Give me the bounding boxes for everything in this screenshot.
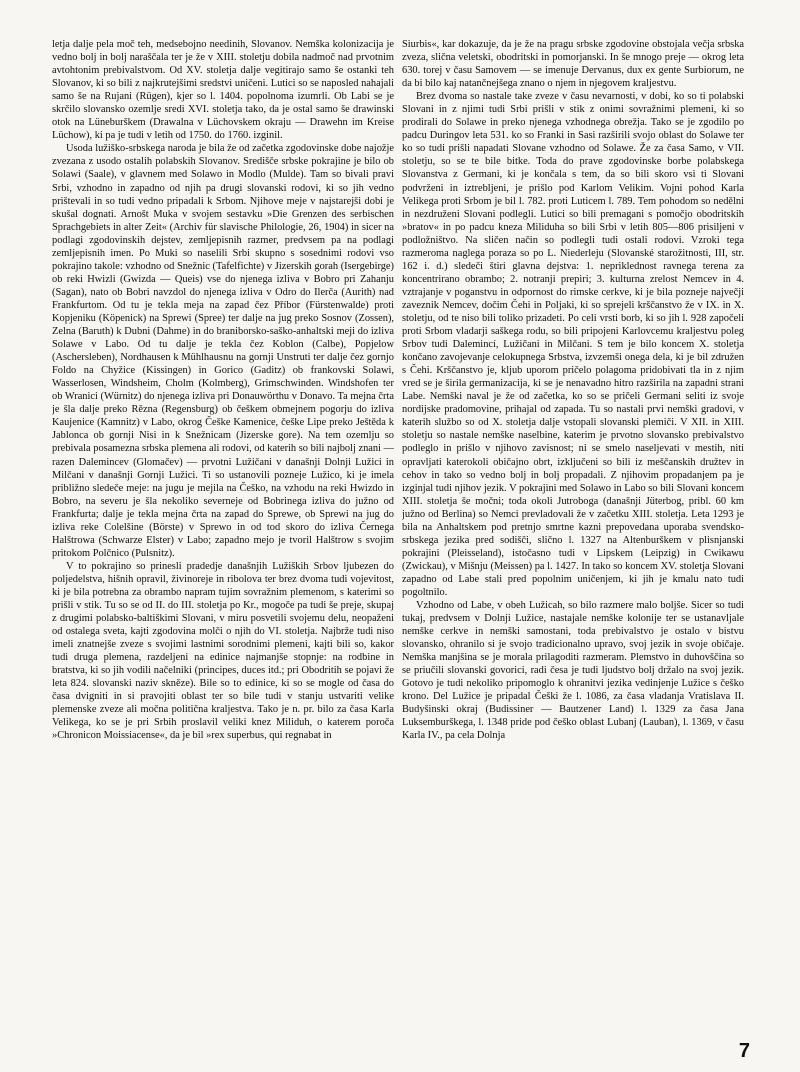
paragraph: V to pokrajino so prinesli pradedje današnjih Lužiških Srbov ljubezen do poljedelstva, hišnih opravil, živinoreje in ribolova ter brez dvoma tudi vojevitost, ki je bila potrebna za obrambo napram tujim sovražnim plemenom, s katerimi so prišli v stik. Tu so se od II. do III. stoletja po Kr., mogoče pa tudi še preje, skupaj z drugimi polabsko-baltiškimi Slovani, v miru posvetili svojemu delu, neopaženi od ostalega sveta, kajti zgodovina molči o njih do VI. stoletja. Najbrže tudi niso imeli znatnejše zveze s svojimi lastnimi sorodnimi plemeni, kajti bili so, kakor tudi druga plemena, razdeljeni na edinice najmanjše stopnje: na rodbine in bratstva, ki so jih vodili načelniki (principes, duces itd.; pri Obodritih se pojavi že leta 824. slovanski naziv skněze). Bile so to edinice, ki so se mogle od časa do časa dvigniti in si pravojiti oblast ter so bile tudi v stanju ustvariti velike plemenske zveze ali močna politična kraljestva. Tako je n. pr. bilo za časa Karla Velikega, ko se je pri Srbih proslavil veliki knez Miliduh, o katerem poroča »Chronicon Moissiacense«, da je bil »rex superbus, qui regnabat in — [52, 560, 394, 742]
paragraph: letja dalje pela moč teh, medsebojno needinih, Slovanov. Nemška kolonizacija je vedno bolj in bolj naraščala ter je že v XIII. stoletju dobila nadmoč nad prvotnim avtohtonim prebivalstvom. Od XV. stoletja dalje vegitirajo samo še ostanki teh Slovanov, ki so bili z najkrutejšimi sredstvi uničeni. Lutici so se naposled nahajali samo še na Rujani (Rügen), kjer so l. 1404. popolnoma izumrli. Ob Labi se je skrčilo slovansko ozemlje sredi XVI. stoletja tako, da je ostal samo še drawinski otok na Lüneburškem (Drawalna v Lüchovskem okraju — Drawehn im Kreise Lüchow), ki pa je tudi v letih od 1750. do 1760. izginil. — [52, 39, 394, 142]
right-text-column — [402, 38, 744, 1048]
left-text-column — [52, 38, 394, 1048]
paragraph: Siurbis«, kar dokazuje, da je že na pragu srbske zgodovine obstojala večja srbska zveza, slična veletski, obodritski in pomorjanski. In še mnogo preje — okrog leta 630. torej v času Samovem — se imenuje Dervanus, dux ex gente Surbiorum, ne da bi bilo kaj natančnejšega znano o njem in njegovem kraljestvu. — [402, 39, 744, 90]
paragraph: Vzhodno od Labe, v obeh Lužicah, so bilo razmere malo boljše. Sicer so tudi tukaj, predvsem v Dolnji Lužice, nastajale nemške kolonije ter se ustanavljale nemške cerkve in nemški samostani, toda prebivalstvo je ostalo v bistvu slovansko, ohranilo si je svojo tradicionalno upravo, svoj jezik in svoje običaje. Nemška manjšina se je morala prilagoditi razmeram. Plemstvo in duhovščina so se priučili slovanski govorici, radi česa je tudi ljudstvo bolj držalo na svoj jezik. Gotovo je tudi nekoliko pripomoglo k ohranitvi jezika vedinjenje Lužice s češko krono. Del Lužice je pripadal Češki že l. 1086, za časa vladanja Vratislava II. Budyšinski okraj (Budissiner — Bautzener Land) l. 1329 za časa Jana Luksemburškega, l. 1348 pride pod češko oblast Lubanj (Lauban), l. 1369, v času Karla IV., pa cela Dolnja — [402, 600, 744, 742]
paragraph: Usoda lužiško-srbskega naroda je bila že od začetka zgodovinske dobe najožje zvezana z usodo ostalih polabskih Slovanov. Središče srbske pokrajine je bilo ob Solawi (Saale), v glavnem med Solawo in Modlo (Mulde). Tam so bivali pravi Srbi, vzhodno in zapadno od njih pa drugi slovanski rodovi, ki so jih vedno prištevali in so tudi vedno pripadali k Srbom. Njihove meje v najstarejši dobi je skušal dognati. Arnošt Muka v svojem sestavku »Die Grenzen des serbischen Sprachgebiets in alter Zeit« (Archiv für slavische Philologie, 26, 1904) in sicer na podlagi zgodovinskih dejstev, zemljepisnih razmer, predvsem pa na podlagi zemljepisnih imen. Po Muki so naselili Srbi skupno s sosednimi rodovi vso pokrajino takole: vzhodno od Snežnic (Tafelfichte) v Jizerskih gorah (Isergebirge) ob reki Hwizli (Gwizda — Queis) vse do njenega izliva v Bobro pri Zahanju (Sagan), nato ob Bobri navzdol do njenega izliva v Odro do Ilerča (Aurith) nad Frankfurtom. Od tu je tekla meja na zapad čez Příbor (Fürstenwalde) proti Kopjeniku (Köpenick) na Sprewi (Spree) ter dalje na jug preko Sosnov (Zossen), Zelna (Baruth) k Dubni (Dahme) in do braniborsko-saško-anhaltski meji do izliva Solawe v Labo. Od tu dalje je tekla čez Koblon (Calbe), Popjelow (Aschersleben), Nordhausen k Mühlhausnu na gornji Unstruti ter dalje čez gornjo Foldo na Chyžice (Kissingen) in Gorico (Gaditz) ob frankovski Solawi, Wasserlosen, Windsheim, Cholm (Kolmberg), Grimschwinden. Windshofen ter ob Wranici (Würnitz) do njenega izliva pri Donauwörthu v Donavo. Ta mejna črta je šla dalje preko Rězna (Regensburg) ob češkem obmejnem pogorju do izliva Kaujenice (Kamnitz) v Labo, okrog Češke Kamenice, češke Lipe preko Ještěda k Jablonca ob gornji Nisi in k Snežnicam (Jizerske gore). Na tem ozemlju so prebivala posamezna srbska plemena ali rodovi, od katerih so bili najbolj znani — razen Dalemincev (Glomačev) — prvotni Lužičani v današnji Dolnji Lužici in Milčani v današnji Gornji Lužici. Ti so ustanovili pozneje Lužico, ki je imela približno sledeče meje: na jugu je mejila na Češko, na vzhodu na reki Hwizdo in Bobro, na severu je šla nekoliko severneje od Bobrinega izliva do južno od Frankfurta; dalje je tekla mejna črta na zapad do Sprewe, ob Sprewi na jug do izliva reke Colelšine (Börste) v Sprewo in od tod skoro do izliva Černega Halštrowa (Schwarze Elster) v Labo; zapadno mejo je tvoril Halštrow s svojim pritokom Polčnico (Pulsnitz). — [52, 143, 394, 559]
paragraph: Brez dvoma so nastale take zveze v času nevarnosti, v dobi, ko so ti polabski Slovani in z njimi tudi Srbi prišli v stik z onimi sovražnimi plemeni, ki so prodirali do Solawe in preko njenega vzhodnega obrežja. Tako se je zgodilo po padcu Duringov leta 531. ko so Franki in Sasi razširili svojo oblast do Solawe ter ko so tudi prišli napadati Slovane vzhodno od Solawe. Že za časa Samo, v VII. stoletju, so se te bile bitke. Toda do prave zgodovinske borbe polabskega Slovanstva z Germani, ki je končala s tem, da so bili skoro vsi ti Slovani podvrženi in iztrebljeni, je prišlo pod Karlom Velikim. Vojni pohod Karla Velikega proti Srbom je bil l. 782. proti Luticem l. 789. Tem pohodom so nedělni in nezdruženi Slovani podlegli. Lutici so bili premagani s pomočjo obodritskih »bratov« in po padcu kneza Miliduha so bili Srbi v letih 805—806 prisiljeni v podložništvo. Na sličen način so podlegli tudi ostali rodovi. Vzroki tega razmeroma naglega poraza so po L. Niederleju (Slovanské starožitnosti, III, str. 162 i. d.) sledeči štiri glavna dejstva: 1. nepriklednost ravnega terena za koncentrirano obrambo; 2. notranji prepiri; 3. kulturna zrelost Nemcev in 4. vztrajanje v poganstvu in odpornost do rimske cerkve, ki je bila pozneje največji zaveznik Nemcev, dočim Čehi in Poljaki, ki so sprejeli krščanstvo že v IX. in X. stoletju, od te niso bili toliko prizadeti. Po celi vrsti borb, ki so jih l. 928 započeli proti Srbom vladarji saškega rodu, so bili pripojeni Karlovcemu kraljestvu poleg Srbov tudi Dalemincí, Lužičani in Milčani. S tem je bilo koncem X. stoletja končano zavojevanje celokupnega Srbstva, izvzemši onega dela, ki je bil združen s Čehi. Krščanstvo je, kljub uporom pričelo polagoma pridobivati tla in z njim vred se je širila germanizacija, ki se je nenavadno hitro razširila na zapadni strani Labe. Nemški naval je že od začetka, ko so se pričeli Germani seliti iz svoje nordijske pradomovine, prihajal od zapada. Tu so nastali prvi nemški gradovi, v katerih službo so od X. stoletja dalje vstopali slovanski plemiči. V XII. in XIII. stoletju so nastale nemške naselbine, katerim je prvotno slovansko prebivalstvo podleglo in prišlo v njihovo zavisnost; ni se smelo naseljevati v mestih, niti opravljati katerokoli običajno obrt, izključeni so bili iz meščanskih družtev in cehov in tako so vedno bolj in bolj propadali. Z njihovim propadanjem pa je izginjal tudi njihov jezik. V pokrajini med Solawo in Labo so bili Slovani koncem XIII. stoletja še močni; toda okoli Jutroboga (današnji Jüterbog, pribl. 60 km južno od Berlina) so Nemci prevladovali že v začetku XIII. stoletja. Leta 1293 je bila na Anhaltskem pod pretnjo smrtne kazni prepovedana uporaba svendsko-srbskega jezika pred sodišči, slično l. 1327 na Altenburškem v plisnjanski pokrajini (Pleisseland), istočasno tudi v Lipskem (Leipzig) in Cwikawu (Zwickau), v Mišnju (Meissen) pa l. 1427. In tako so koncem XV. stoletja Slovani zapadno od Labe stali pred popolnim uničenjem, ki jih je kmalu nato tudi pogoltnilo. — [402, 91, 744, 598]
page-number: 7 — [738, 1040, 750, 1062]
